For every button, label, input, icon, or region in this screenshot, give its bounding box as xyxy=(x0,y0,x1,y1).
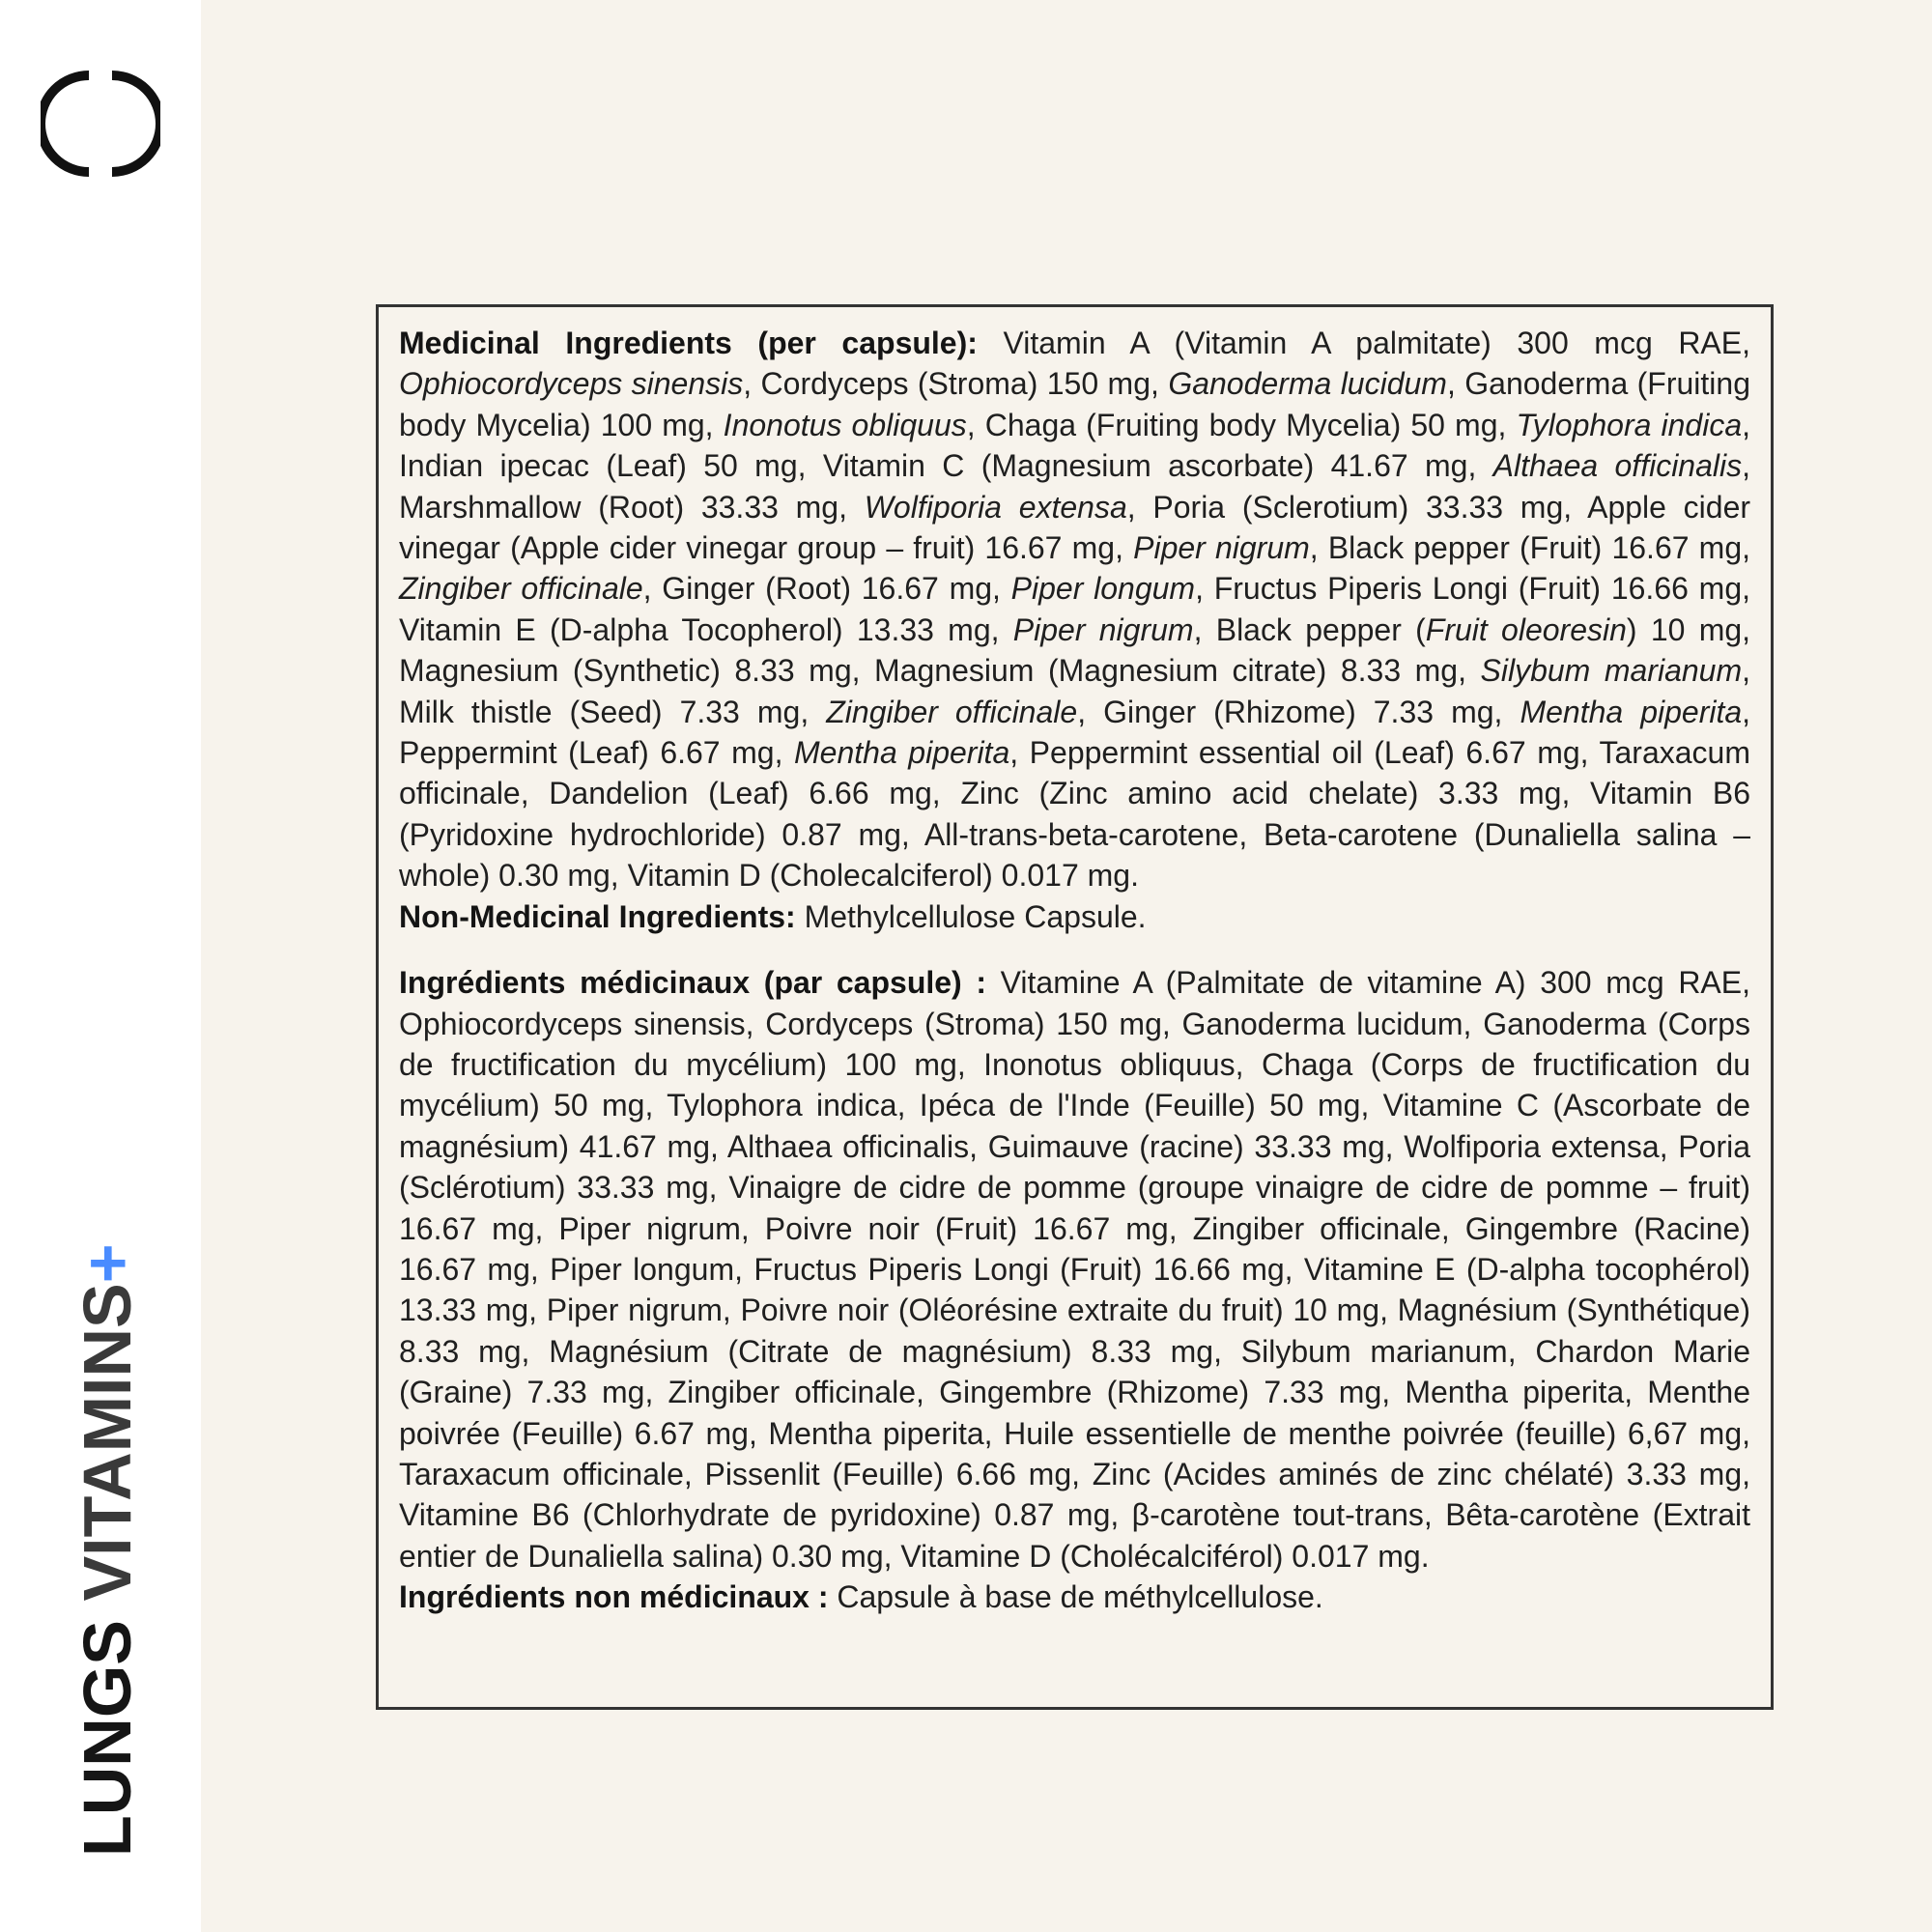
ingredient-text-segment: , Peppermint (Leaf) 6.67 mg, xyxy=(399,694,1751,771)
vertical-brand-title xyxy=(70,1243,145,1857)
botanical-name: Piper longum xyxy=(1010,571,1196,607)
ingredient-text-segment: ) 10 mg, Magnesium (Synthetic) 8.33 mg, Magnesium (Magnesium citrate) 8.33 mg, xyxy=(399,611,1751,689)
english-non-medicinal-text: Methylcellulose Capsule. xyxy=(795,898,1147,934)
english-medicinal-text xyxy=(399,326,1750,893)
ingredient-text-segment: , Ganoderma (Fruiting body Mycelia) 100 mg, xyxy=(399,366,1751,442)
botanical-name: Inonotus obliquus xyxy=(723,407,967,442)
brand-sidebar xyxy=(0,0,201,1932)
ingredient-text-segment: Vitamin A (Vitamin A palmitate) 300 mcg RAE, xyxy=(977,326,1751,360)
ring-logo-icon xyxy=(41,64,160,184)
product-name: LUNGS xyxy=(70,1620,145,1857)
botanical-name: Zingiber officinale xyxy=(826,694,1078,729)
ingredient-text-segment: , Poria (Sclerotium) 33.33 mg, Apple cider vinegar (Apple cider vinegar group – fruit) 16.67 mg, xyxy=(399,489,1751,566)
ingredient-text-segment: , Cordyceps (Stroma) 150 mg, xyxy=(743,366,1169,402)
botanical-name: Piper nigrum xyxy=(1012,611,1194,647)
ingredients-panel xyxy=(376,304,1774,1710)
botanical-name: Tylophora indica xyxy=(1516,407,1743,442)
ingredient-text-segment: , Indian ipecac (Leaf) 50 mg, Vitamin C (Magnesium ascorbate) 41.67 mg, xyxy=(399,407,1751,484)
botanical-name: Wolfiporia extensa xyxy=(864,489,1127,525)
english-non-medicinal-label: Non-Medicinal Ingredients: xyxy=(399,898,796,934)
ingredient-text-segment: , Peppermint essential oil (Leaf) 6.67 mg, Taraxacum officinale, Dandelion (Leaf) 6.66 mg, Zinc (Zinc amino acid chelate) 3.33 mg, Vitamin B6 (Pyridoxine hydrochloride) 0.87 mg, All-trans-beta-carotene, Beta-carotene (Dunaliella salina – whole) 0.30 mg, Vitamin D (Cholecalciferol) 0.017 mg. xyxy=(399,735,1751,894)
ingredient-text-segment: , Black pepper ( xyxy=(1193,611,1426,647)
ingredient-text-segment: , Chaga (Fruiting body Mycelia) 50 mg, xyxy=(966,407,1517,442)
ingredient-text-segment: , Marshmallow (Root) 33.33 mg, xyxy=(399,448,1751,525)
brand-name: VITAMINS xyxy=(70,1283,145,1602)
ingredient-text-segment: , Fructus Piperis Longi (Fruit) 16.66 mg, Vitamin E (D-alpha Tocopherol) 13.33 mg, xyxy=(399,571,1750,647)
ingredient-text-segment: , Milk thistle (Seed) 7.33 mg, xyxy=(399,653,1751,729)
french-non-medicinal-text: Capsule à base de méthylcellulose. xyxy=(828,1579,1323,1615)
botanical-name: Ganoderma lucidum xyxy=(1168,366,1447,402)
brand-plus-mark: + xyxy=(70,1243,145,1284)
botanical-name: Ophiocordyceps sinensis xyxy=(399,366,744,402)
botanical-name: Mentha piperita xyxy=(794,735,1010,771)
ingredient-text-segment: , Black pepper (Fruit) 16.67 mg, xyxy=(1309,530,1751,566)
botanical-name: Mentha piperita xyxy=(1520,694,1743,729)
botanical-name: Zingiber officinale xyxy=(399,571,643,607)
french-ingredients xyxy=(399,962,1750,1618)
english-medicinal-label: Medicinal Ingredients (per capsule): xyxy=(399,326,978,360)
ingredient-text-segment: , Ginger (Rhizome) 7.33 mg, xyxy=(1077,694,1520,729)
french-medicinal-text: Vitamine A (Palmitate de vitamine A) 300 mcg RAE, Ophiocordyceps sinensis, Cordyceps (Stroma) 150 mg, Ganoderma lucidum, Ganoderma (Corps de fructification du mycélium) 100 mg, Inonotus obliquus, Chaga (Corps de fructification du mycélium) 50 mg, Tylophora indica, Ipéca de l'Inde (Feuille) 50 mg, Vitamine C (Ascorbate de magnésium) 41.67 mg, Althaea officinalis, Guimauve (racine) 33.33 mg, Wolfiporia extensa, Poria (Sclérotium) 33.33 mg, Vinaigre de cidre de pomme (groupe vinaigre de cidre de pomme – fruit) 16.67 mg, Piper nigrum, Poivre noir (Fruit) 16.67 mg, Zingiber officinale, Gingembre (Racine) 16.67 mg, Piper longum, Fructus Piperis Longi (Fruit) 16.66 mg, Vitamine E (D-alpha tocophérol) 13.33 mg, Piper nigrum, Poivre noir (Oléorésine extraite du fruit) 10 mg, Magnésium (Synthétique) 8.33 mg, Magnésium (Citrate de magnésium) 8.33 mg, Silybum marianum, Chardon Marie (Graine) 7.33 mg, Zingiber officinale, Gingembre (Rhizome) 7.33 mg, Mentha piperita, Menthe poivrée (Feuille) 6.67 mg, Mentha piperita, Huile essentielle de menthe poivrée (feuille) 6,67 mg, Taraxacum officinale, Pissenlit (Feuille) 6.66 mg, Zinc (Acides aminés de zinc chélaté) 3.33 mg, Vitamine B6 (Chlorhydrate de pyridoxine) 0.87 mg, β-carotène tout-trans, Bêta-carotène (Extrait entier de Dunaliella salina) 0.30 mg, Vitamine D (Cholécalciférol) 0.017 mg. xyxy=(399,965,1751,1574)
french-medicinal-label: Ingrédients médicinaux (par capsule) : xyxy=(399,965,987,1001)
botanical-name: Piper nigrum xyxy=(1133,530,1310,566)
english-ingredients xyxy=(399,323,1750,937)
botanical-name: Silybum marianum xyxy=(1480,653,1743,689)
french-non-medicinal-label: Ingrédients non médicinaux : xyxy=(399,1579,829,1615)
ingredient-text-segment: , Ginger (Root) 16.67 mg, xyxy=(642,571,1011,607)
section-spacer xyxy=(399,937,1750,962)
botanical-name: Fruit oleoresin xyxy=(1425,611,1627,647)
botanical-name: Althaea officinalis xyxy=(1492,448,1743,484)
